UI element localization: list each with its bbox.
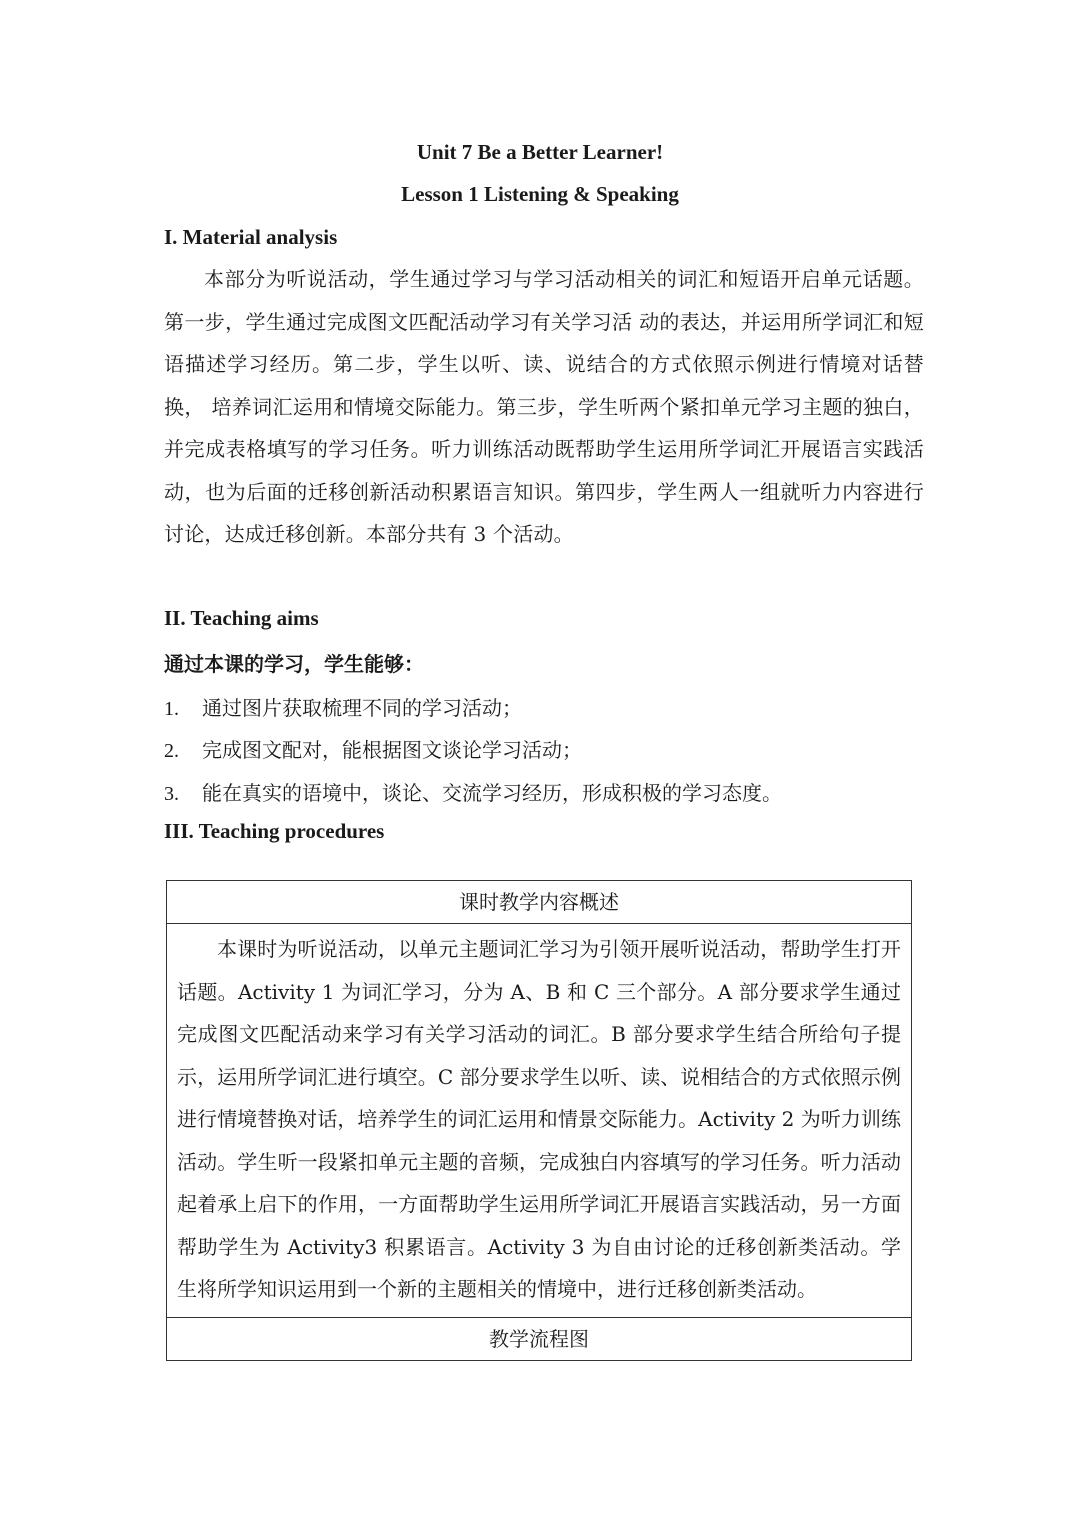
aim-number: 1. <box>164 698 179 720</box>
aim-number: 3. <box>164 783 179 805</box>
teaching-aims-intro: 通过本课的学习，学生能够： <box>164 652 424 676</box>
aim-item <box>164 734 582 763</box>
table-header-cell: 课时教学内容概述 <box>167 881 911 924</box>
aim-item <box>164 777 782 806</box>
procedures-table <box>166 880 912 1361</box>
table-body-cell: 本课时为听说活动，以单元主题词汇学习为引领开展听说活动，帮助学生打开话题。Activity 1 为词汇学习，分为 A、B 和 C 三个部分。A 部分要求学生通过完成图文匹配活动来学习有关学习活动的词汇。B 部分要求学生结合所给句子提示，运用所学词汇进行填空。C 部分要求学生以听、读、说相结合的方式依照示例进行情境替换对话，培养学生的词汇运用和情景交际能力。Activity 2 为听力训练活动。学生听一段紧扣单元主题的音频，完成独白内容填写的学习任务。听力活动起着承上启下的作用，一方面帮助学生运用所学词汇开展语言实践活动，另一方面帮助学生为 Activity3 积累语言。Activity 3 为自由讨论的迁移创新类活动。学生将所学知识运用到一个新的主题相关的情境中，进行迁移创新类活动。 <box>167 924 911 1318</box>
table-footer-cell: 教学流程图 <box>489 1326 589 1351</box>
unit-title: Unit 7 Be a Better Learner! <box>416 140 664 164</box>
aim-text: 能在真实的语境中，谈论、交流学习经历，形成积极的学习态度。 <box>202 781 782 805</box>
aim-text: 通过图片获取梳理不同的学习活动； <box>202 696 522 720</box>
section-heading-teaching-procedures: III. Teaching procedures <box>164 819 385 843</box>
aim-text: 完成图文配对，能根据图文谈论学习活动； <box>202 738 582 762</box>
aim-number: 2. <box>164 740 179 762</box>
lesson-title: Lesson 1 Listening & Speaking <box>401 182 679 206</box>
aim-item <box>164 692 522 721</box>
section-heading-material-analysis: I. Material analysis <box>164 225 338 249</box>
section-heading-teaching-aims: II. Teaching aims <box>164 606 319 630</box>
material-analysis-paragraph: 本部分为听说活动，学生通过学习与学习活动相关的词汇和短语开启单元话题。第一步，学生通过完成图文匹配活动学习有关学习活 动的表达，并运用所学词汇和短语描述学习经历。第二步，学生以听、读、说结合的方式依照示例进行情境对话替换， 培养词汇运用和情境交际能力。第三步，学生听两个紧扣单元学习主题的独白，并完成表格填写的学习任务。听力训练活动既帮助学生运用所学词汇开展语言实践活动，也为后面的迁移创新活动积累语言知识。第四步，学生两人一组就听力内容进行讨论，达成迁移创新。本部分共有 3 个活动。 <box>164 267 924 546</box>
